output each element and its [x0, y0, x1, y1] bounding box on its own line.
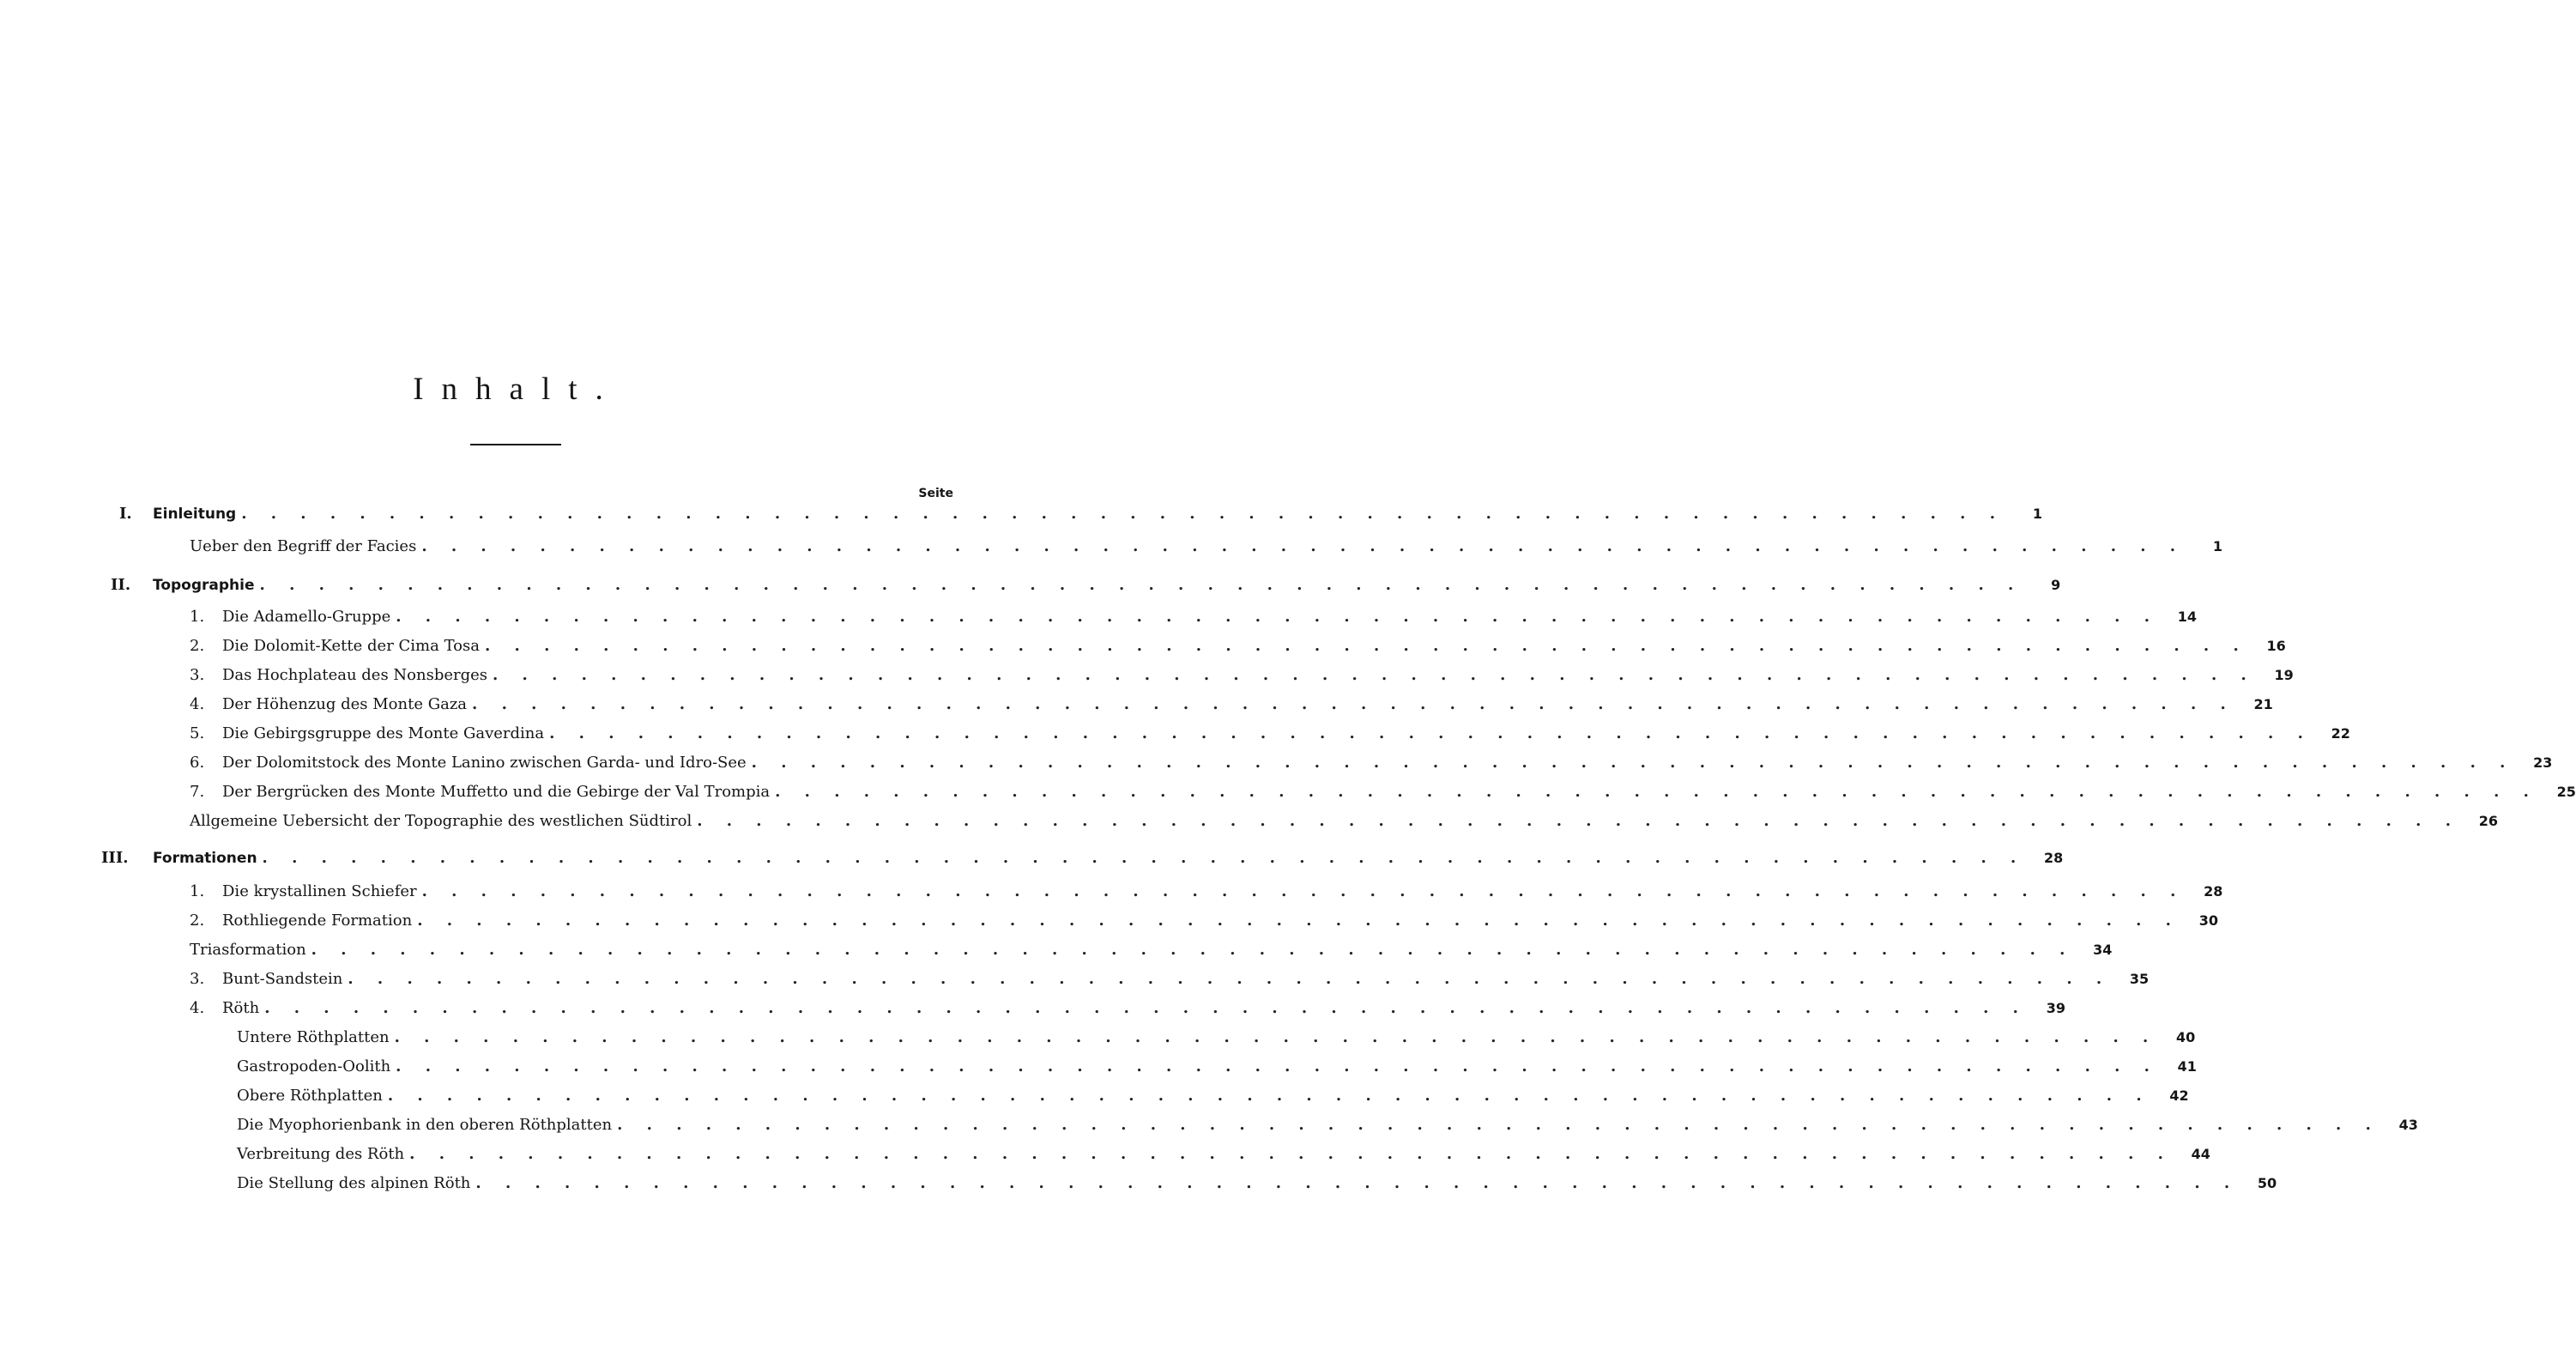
toc-entry-number: 5. [190, 724, 205, 742]
chapter-numeral: III. [101, 849, 129, 867]
dot-leader: . . . . . . . . . . . . . . . . . . . . . . . . . . . . . . . . . . . . . . . . . . . . . . . . . . . . . . . . . . . . [485, 637, 2248, 655]
toc-entry-label: Die Dolomit-Kette der Cima Tosa [222, 637, 480, 655]
toc-entry-number: 7. [190, 783, 205, 801]
toc-entry-label: Allgemeine Uebersicht der Topographie des westlichen Südtirol [190, 812, 692, 830]
toc-entry [190, 997, 2065, 1020]
toc-entry-label: Bunt-Sandstein [222, 970, 343, 988]
dot-leader: . . . . . . . . . . . . . . . . . . . . . . . . . . . . . . . . . . . . . . . . . . . . . . . . . . . . . . . . . . . . [417, 912, 2180, 930]
toc-entry [237, 1027, 2196, 1049]
toc-entry [153, 503, 2042, 525]
toc-entry-page: 42 [2169, 1087, 2189, 1104]
toc-entry [190, 881, 2223, 903]
toc-entry [190, 939, 2113, 961]
toc-entry-label: Die Stellung des alpinen Röth [237, 1174, 471, 1192]
dot-leader: . . . . . . . . . . . . . . . . . . . . . . . . . . . . . . . . . . . . . . . . . . . . . . . . . . . . . . . . . . . . [262, 849, 2026, 867]
dot-leader: . . . . . . . . . . . . . . . . . . . . . . . . . . . . . . . . . . . . . . . . . . . . . . . . . . . . . . . . . . . . [396, 608, 2159, 626]
toc-entry-page: 19 [2274, 667, 2294, 683]
toc-entry-label: Der Höhenzug des Monte Gaza [222, 695, 468, 713]
page-title: Inhalt. [413, 372, 621, 407]
toc-entry-label: Untere Röthplatten [237, 1028, 390, 1046]
toc-entry-number: 3. [190, 666, 205, 684]
toc-entry-page: 41 [2177, 1058, 2197, 1075]
toc-entry [190, 536, 2223, 558]
toc-entry-page: 30 [2198, 912, 2218, 929]
toc-entry [190, 723, 2350, 745]
toc-entry-number: 2. [190, 912, 205, 930]
toc-entry-number: 4. [190, 999, 205, 1017]
dot-leader: . . . . . . . . . . . . . . . . . . . . . . . . . . . . . . . . . . . . . . . . . . . . . . . . . . . . . . . . . . . . [241, 505, 2005, 523]
toc-entry-number: 1. [190, 882, 205, 900]
dot-leader: . . . . . . . . . . . . . . . . . . . . . . . . . . . . . . . . . . . . . . . . . . . . . . . . . . . . . . . . . . . . [394, 1028, 2158, 1046]
chapter-numeral: I. [119, 505, 132, 523]
toc-entry [153, 574, 2061, 597]
toc-entry [190, 910, 2218, 932]
dot-leader: . . . . . . . . . . . . . . . . . . . . . . . . . . . . . . . . . . . . . . . . . . . . . . . . . . . . . . . . . . . . [396, 1057, 2159, 1075]
toc-entry [237, 1056, 2197, 1078]
toc-entry-page: 23 [2533, 754, 2553, 771]
toc-entry-page: 21 [2253, 696, 2273, 712]
toc-entry-label: Topographie [153, 577, 255, 594]
toc-entry-label: Triasformation [190, 941, 306, 959]
toc-entry [190, 968, 2150, 990]
toc-entry [190, 606, 2197, 628]
toc-entry-page: 1 [2212, 538, 2223, 554]
dot-leader: . . . . . . . . . . . . . . . . . . . . . . . . . . . . . . . . . . . . . . . . . . . . . . . . . . . . . . . . . . . . [421, 537, 2186, 555]
toc-entry-label: Formationen [153, 850, 257, 867]
toc-entry-page: 39 [2046, 1000, 2065, 1016]
toc-entry-page: 16 [2266, 638, 2286, 654]
toc-entry [190, 635, 2286, 657]
toc-entry [190, 664, 2294, 687]
toc-entry-label: Die Myophorienbank in den oberen Röthplatten [237, 1116, 613, 1134]
dot-leader: . . . . . . . . . . . . . . . . . . . . . . . . . . . . . . . . . . . . . . . . . . . . . . . . . . . . . . . . . . . . [472, 695, 2235, 713]
toc-entry-page: 34 [2093, 942, 2113, 958]
toc-entry-label: Die krystallinen Schiefer [222, 882, 417, 900]
page-column-header: Seite [918, 487, 953, 500]
toc-entry-label: Rothliegende Formation [222, 912, 413, 930]
toc-entry-label: Die Adamello-Gruppe [222, 608, 391, 626]
toc-entry [237, 1172, 2277, 1195]
toc-entry [153, 847, 2064, 869]
toc-entry-number: 1. [190, 608, 205, 626]
toc-entry-label: Der Dolomitstock des Monte Lanino zwischen Garda- und Idro-See [222, 754, 747, 772]
toc-entry-page: 40 [2176, 1029, 2196, 1045]
toc-entry [190, 694, 2273, 716]
dot-leader: . . . . . . . . . . . . . . . . . . . . . . . . . . . . . . . . . . . . . . . . . . . . . . . . . . . . . . . . . . . . [311, 941, 2075, 959]
toc-entry-page: 43 [2398, 1117, 2418, 1133]
toc-entry-label: Röth [222, 999, 260, 1017]
toc-entry-page: 28 [2044, 850, 2064, 866]
toc-entry-page: 22 [2331, 725, 2350, 742]
toc-entry-label: Die Gebirgsgruppe des Monte Gaverdina [222, 724, 545, 742]
dot-leader: . . . . . . . . . . . . . . . . . . . . . . . . . . . . . . . . . . . . . . . . . . . . . . . . . . . . . . . . . . . . [775, 783, 2538, 801]
dot-leader: . . . . . . . . . . . . . . . . . . . . . . . . . . . . . . . . . . . . . . . . . . . . . . . . . . . . . . . . . . . . [697, 812, 2460, 830]
toc-entry-page: 1 [2032, 506, 2042, 522]
toc-entry-label: Das Hochplateau des Nonsberges [222, 666, 488, 684]
toc-entry-label: Obere Röthplatten [237, 1087, 383, 1105]
dot-leader: . . . . . . . . . . . . . . . . . . . . . . . . . . . . . . . . . . . . . . . . . . . . . . . . . . . . . . . . . . . . [264, 999, 2028, 1017]
toc-entry-page: 44 [2191, 1146, 2210, 1162]
toc-entry-label: Der Bergrücken des Monte Muffetto und die Gebirge der Val Trompia [222, 783, 771, 801]
toc-entry-page: 25 [2556, 784, 2576, 800]
chapter-numeral: II. [111, 576, 131, 594]
toc-entry [190, 781, 2576, 803]
toc-entry-label: Einleitung [153, 506, 237, 523]
title-rule [470, 444, 561, 445]
toc-entry-page: 35 [2129, 971, 2150, 987]
toc-entry-label: Ueber den Begriff der Facies [190, 537, 417, 555]
toc-entry-page: 9 [2051, 577, 2061, 593]
dot-leader: . . . . . . . . . . . . . . . . . . . . . . . . . . . . . . . . . . . . . . . . . . . . . . . . . . . . . . . . . . . . [549, 724, 2313, 742]
toc-entry-label: Gastropoden-Oolith [237, 1057, 391, 1075]
toc-entry-label: Verbreitung des Röth [237, 1145, 405, 1163]
dot-leader: . . . . . . . . . . . . . . . . . . . . . . . . . . . . . . . . . . . . . . . . . . . . . . . . . . . . . . . . . . . . [409, 1145, 2173, 1163]
toc-entry-page: 14 [2177, 609, 2197, 625]
toc-entry-number: 6. [190, 754, 205, 772]
dot-leader: . . . . . . . . . . . . . . . . . . . . . . . . . . . . . . . . . . . . . . . . . . . . . . . . . . . . . . . . . . . . [421, 882, 2186, 900]
dot-leader: . . . . . . . . . . . . . . . . . . . . . . . . . . . . . . . . . . . . . . . . . . . . . . . . . . . . . . . . . . . . [475, 1174, 2240, 1192]
toc-entry-page: 50 [2257, 1175, 2277, 1191]
dot-leader: . . . . . . . . . . . . . . . . . . . . . . . . . . . . . . . . . . . . . . . . . . . . . . . . . . . . . . . . . . . . [493, 666, 2256, 684]
dot-leader: . . . . . . . . . . . . . . . . . . . . . . . . . . . . . . . . . . . . . . . . . . . . . . . . . . . . . . . . . . . . [259, 576, 2023, 594]
toc-entry [237, 1143, 2210, 1166]
dot-leader: . . . . . . . . . . . . . . . . . . . . . . . . . . . . . . . . . . . . . . . . . . . . . . . . . . . . . . . . . . . . [387, 1087, 2151, 1105]
toc-entry-number: 4. [190, 695, 205, 713]
toc-entry-number: 2. [190, 637, 205, 655]
dot-leader: . . . . . . . . . . . . . . . . . . . . . . . . . . . . . . . . . . . . . . . . . . . . . . . . . . . . . . . . . . . . [617, 1116, 2380, 1134]
toc-entry-page: 28 [2204, 883, 2223, 900]
toc-entry-page: 26 [2478, 813, 2498, 829]
toc-entry [237, 1114, 2418, 1136]
dot-leader: . . . . . . . . . . . . . . . . . . . . . . . . . . . . . . . . . . . . . . . . . . . . . . . . . . . . . . . . . . . . [751, 754, 2515, 772]
toc-entry [237, 1085, 2189, 1107]
toc-entry [190, 810, 2498, 833]
toc-entry [190, 752, 2553, 774]
dot-leader: . . . . . . . . . . . . . . . . . . . . . . . . . . . . . . . . . . . . . . . . . . . . . . . . . . . . . . . . . . . . [348, 970, 2112, 988]
toc-entry-number: 3. [190, 970, 205, 988]
